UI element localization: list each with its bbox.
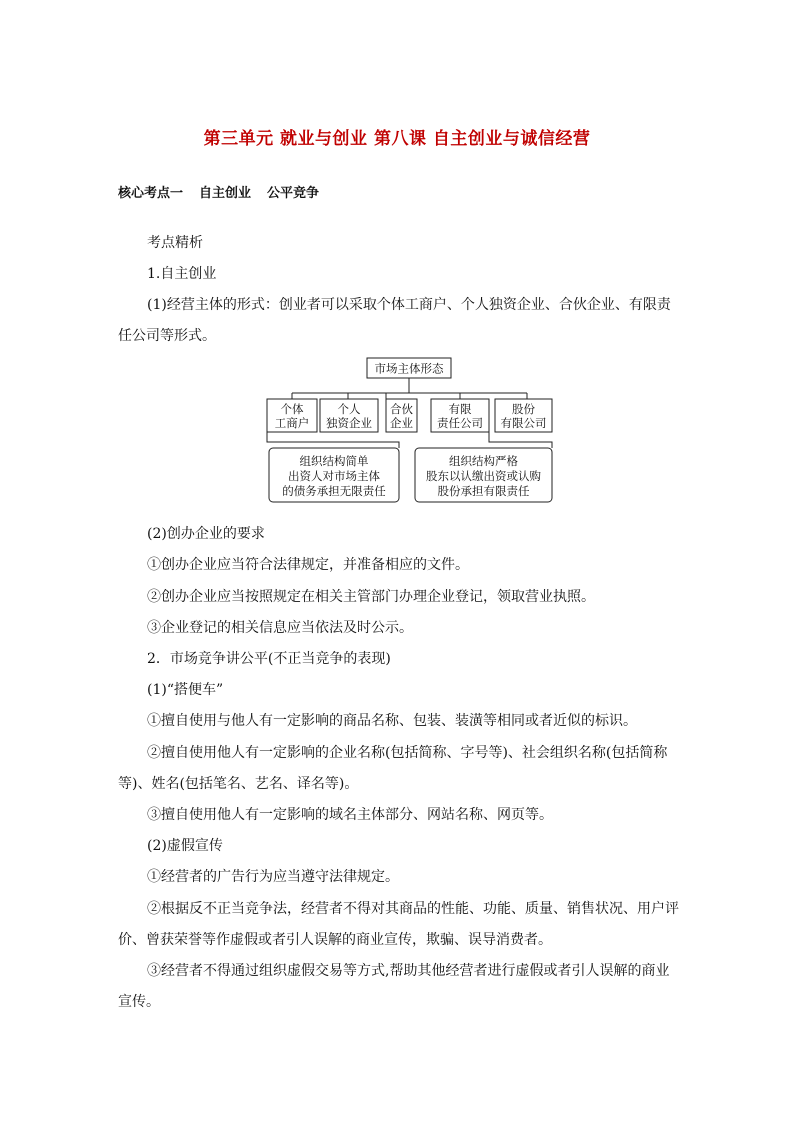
subheading-analysis: 考点精析 <box>147 235 203 251</box>
diagram-root-label: 市场主体形态 <box>374 361 444 376</box>
diagram-tree-connector <box>292 378 527 399</box>
type-label: 合伙 <box>390 402 413 416</box>
note-label: 股份承担有限责任 <box>437 484 530 498</box>
type-label: 独资企业 <box>326 416 372 430</box>
note-label: 股东以认缴出资或认购 <box>426 469 541 483</box>
type-label: 有限公司 <box>500 416 547 430</box>
type-label: 个体 <box>280 402 304 416</box>
paragraph-line: 宣传。 <box>118 994 160 1010</box>
paragraph-line: ①创办企业应当符合法律规定，并准备相应的文件。 <box>147 557 469 573</box>
note-label: 的债务承担无限责任 <box>282 484 386 498</box>
market-entity-diagram <box>262 355 554 507</box>
type-label: 责任公司 <box>437 416 483 430</box>
paragraph-line: ①擅自使用与他人有一定影响的商品名称、包装、装潢等相同或者近似的标识。 <box>147 713 637 729</box>
point-heading-1: 1.自主创业 <box>147 266 217 282</box>
point-subheading: (1)“搭便车” <box>147 682 224 698</box>
section-topic-1: 自主创业 <box>199 186 252 201</box>
paragraph-line: ②根据反不正当竞争法，经营者不得对其商品的性能、功能、质量、销售状况、用户评 <box>147 901 679 917</box>
section-topic-2: 公平竞争 <box>267 186 320 201</box>
paragraph-line: 任公司等形式。 <box>118 328 216 344</box>
type-label: 工商户 <box>274 416 310 430</box>
paragraph-line: (1)经营主体的形式：创业者可以采取个体工商户、个人独资企业、合伙企业、有限责 <box>147 297 671 313</box>
paragraph-line: ①经营者的广告行为应当遵守法律规定。 <box>147 869 399 885</box>
type-label: 企业 <box>390 416 413 430</box>
paragraph-line: ③擅自使用他人有一定影响的域名主体部分、网站名称、网页等。 <box>147 807 553 823</box>
note-label: 组织结构严格 <box>449 454 518 468</box>
point-subheading: (2)虚假宣传 <box>147 838 223 854</box>
page-title: 第三单元 就业与创业 第八课 自主创业与诚信经营 <box>203 129 591 149</box>
note-label: 出资人对市场主体 <box>288 469 380 483</box>
paragraph-line: 等)、姓名(包括笔名、艺名、译名等)。 <box>118 776 359 792</box>
section-heading <box>118 182 335 201</box>
paragraph-line: ③经营者不得通过组织虚假交易等方式,帮助其他经营者进行虚假或者引人误解的商业 <box>147 963 670 979</box>
type-label: 股份 <box>512 402 535 416</box>
type-label: 有限 <box>448 402 472 416</box>
point-heading-2: 2．市场竞争讲公平(不正当竞争的表现) <box>147 651 391 667</box>
section-label: 核心考点一 <box>118 186 184 201</box>
type-label: 个人 <box>337 402 361 416</box>
note-label: 组织结构简单 <box>299 454 369 468</box>
paragraph-line: ②创办企业应当按照规定在相关主管部门办理企业登记，领取营业执照。 <box>147 589 595 605</box>
paragraph-line: 价、曾获荣誉等作虚假或者引人误解的商业宣传，欺骗、误导消费者。 <box>118 932 552 948</box>
paragraph-line: ②擅自使用他人有一定影响的企业名称(包括简称、字号等)、社会组织名称(包括简称 <box>147 745 668 761</box>
diagram-group-bracket <box>267 432 552 448</box>
paragraph-line: ③企业登记的相关信息应当依法及时公示。 <box>147 620 413 636</box>
point-subheading: (2)创办企业的要求 <box>147 526 265 542</box>
